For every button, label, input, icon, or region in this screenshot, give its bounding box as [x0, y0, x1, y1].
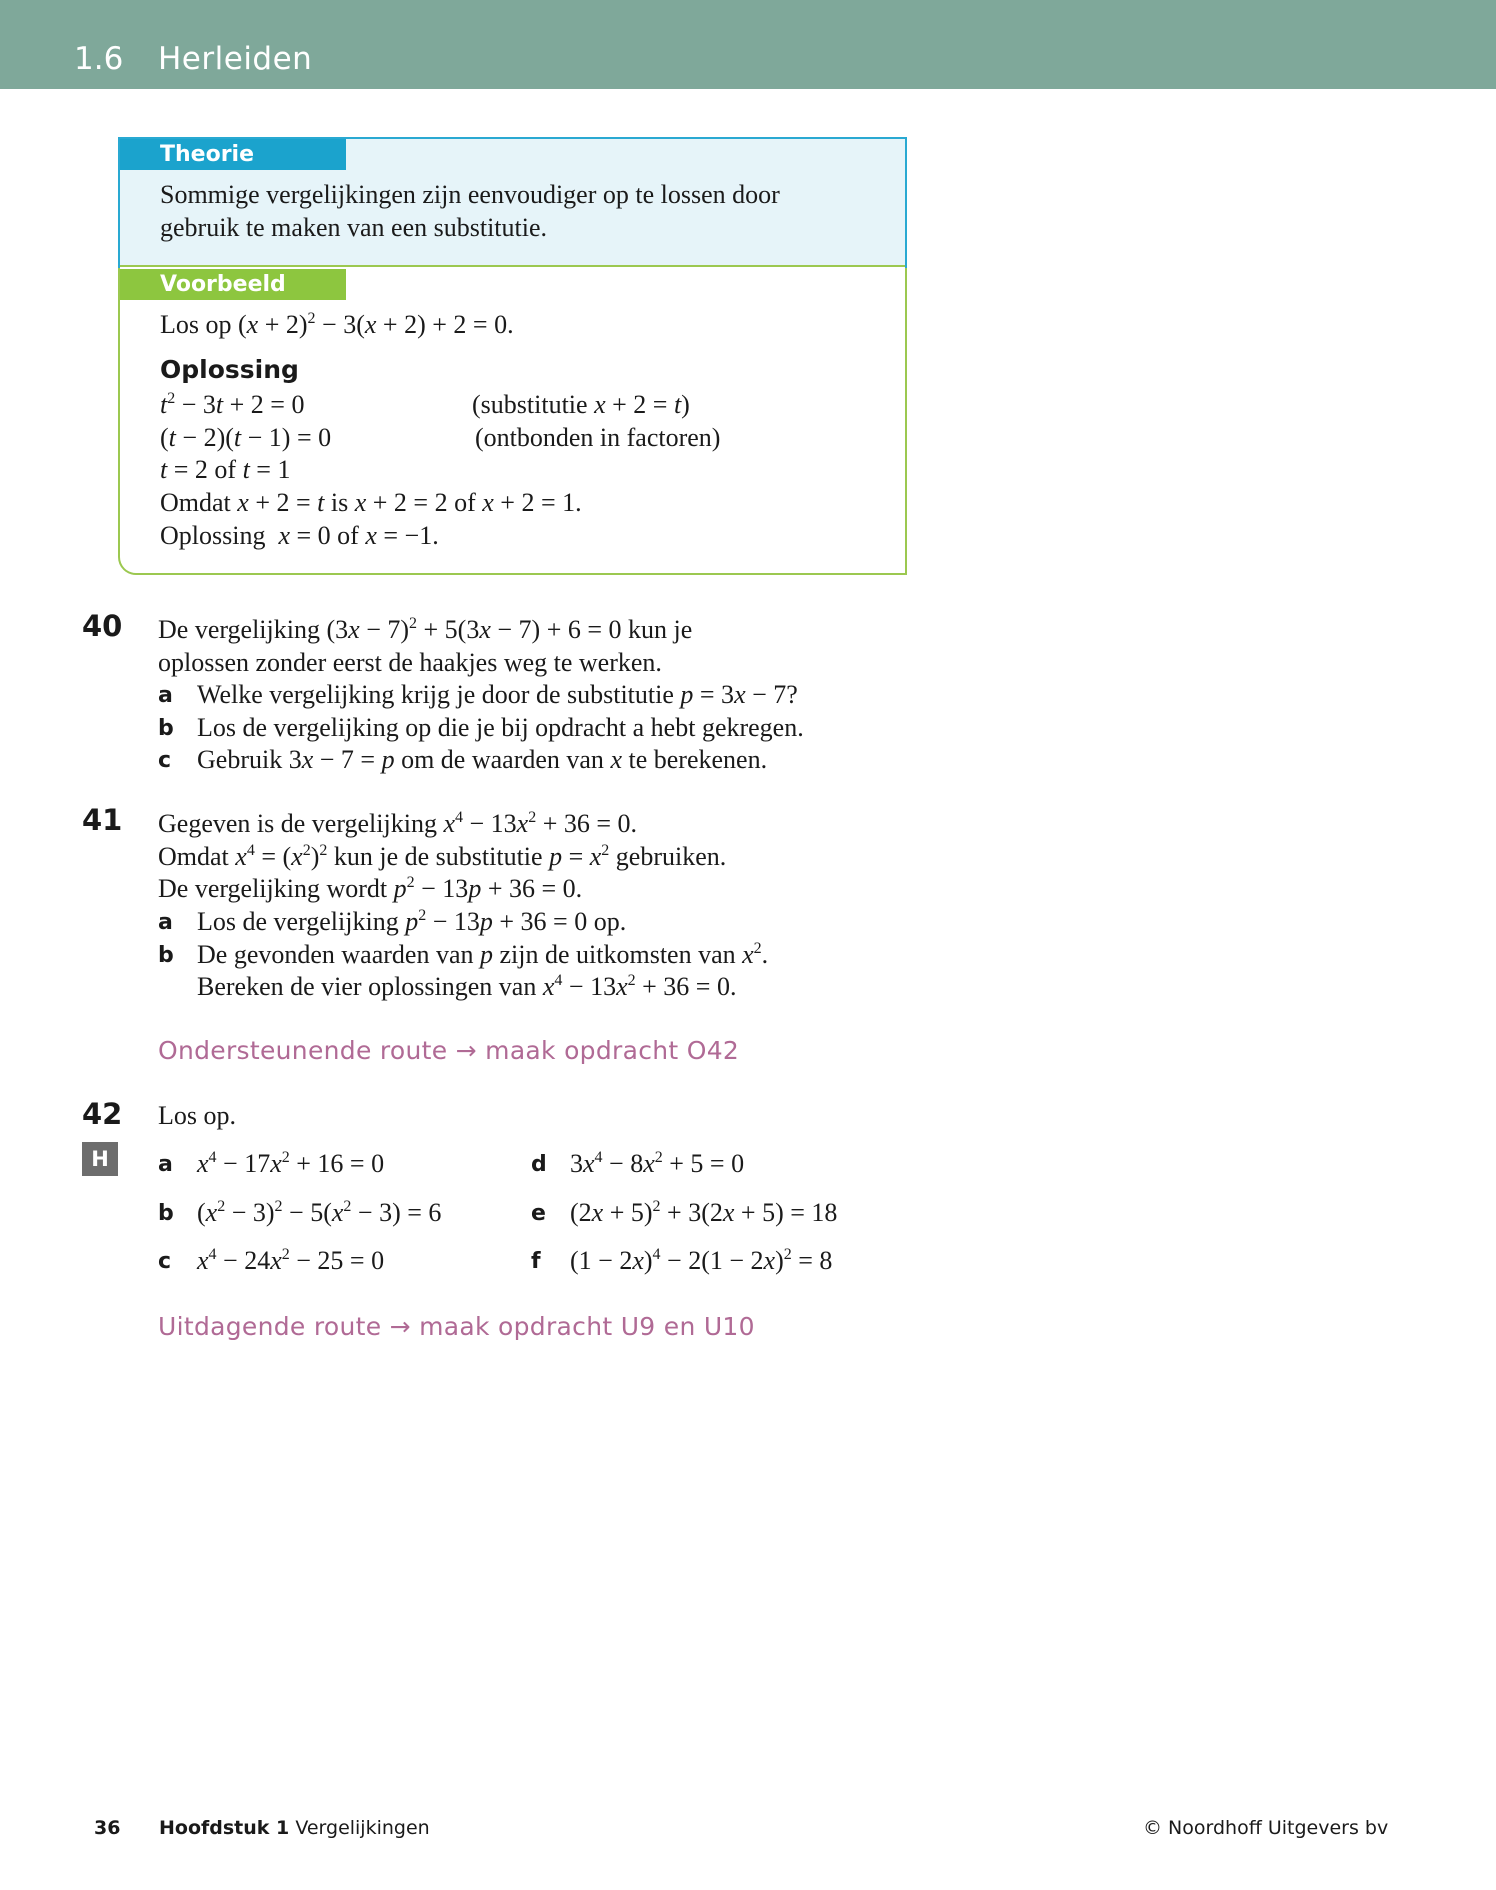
- chapter-label: Hoofdstuk 1: [159, 1817, 290, 1839]
- chapter-title: Vergelijkingen: [295, 1817, 430, 1839]
- exercise-41-intro-1: Gegeven is de vergelijking $x^4 - 13x^2 + 36 = 0$.: [158, 809, 638, 838]
- support-route-link[interactable]: Ondersteunende route → maak opdracht O42: [158, 1036, 740, 1065]
- exercise-42-letter-a: a: [158, 1152, 173, 1177]
- solution-step-5: Oplossing x = 0 of x = −1.: [160, 521, 439, 550]
- exercise-41-letter-a: a: [158, 910, 173, 935]
- exercise-number-42: 42: [82, 1097, 123, 1131]
- exercise-42-letter-d: d: [531, 1152, 547, 1177]
- solution-note-2: (ontbonden in factoren): [475, 423, 721, 452]
- exercise-42-part-f: $(1 - 2x)^4 - 2(1 - 2x)^2 = 8$: [570, 1246, 833, 1275]
- exercise-41-part-b-1: De gevonden waarden van p zijn de uitkomsten van $x^2$.: [197, 940, 769, 969]
- exercise-40-intro-1: De vergelijking $(3x - 7)^2 + 5(3x - 7) + 6 = 0$ kun je: [158, 615, 693, 644]
- exercise-40-part-b: Los de vergelijking op die je bij opdracht a hebt gekregen.: [197, 713, 804, 742]
- theory-example-box: [118, 137, 907, 575]
- exercise-42-letter-f: f: [531, 1249, 541, 1274]
- page-number: 36: [94, 1817, 121, 1839]
- theory-tag: Theorie: [120, 139, 346, 170]
- exercise-40-part-a: Welke vergelijking krijg je door de substitutie p = 3x − 7?: [197, 680, 798, 709]
- exercise-40-letter-b: b: [158, 716, 174, 741]
- exercise-42-letter-c: c: [158, 1249, 172, 1274]
- solution-step-3: t = 2 of t = 1: [160, 455, 291, 484]
- h-level-badge: H: [82, 1142, 118, 1176]
- exercise-41-intro-2: Omdat $x^4 = (x^2)^2$ kun je de substitutie $p = x^2$ gebruiken.: [158, 842, 727, 871]
- exercise-40-letter-a: a: [158, 683, 173, 708]
- exercise-40-intro-2: oplossen zonder eerst de haakjes weg te werken.: [158, 648, 662, 677]
- theory-text-line-2: gebruik te maken van een substitutie.: [160, 213, 548, 242]
- solution-step-4: Omdat x + 2 = t is x + 2 = 2 of x + 2 = 1.: [160, 488, 582, 517]
- challenge-route-link[interactable]: Uitdagende route → maak opdracht U9 en U10: [158, 1312, 755, 1341]
- exercise-number-41: 41: [82, 803, 123, 837]
- exercise-40-letter-c: c: [158, 748, 172, 773]
- exercise-41-part-b-2: Bereken de vier oplossingen van $x^4 - 13x^2 + 36 = 0$.: [197, 972, 737, 1001]
- section-title: Herleiden: [158, 41, 313, 77]
- solution-note-1: (substitutie x + 2 = t): [472, 390, 690, 419]
- solution-step-2: (t − 2)(t − 1) = 0: [160, 423, 332, 452]
- exercise-42-part-a: $x^4 - 17x^2 + 16 = 0$: [197, 1149, 385, 1178]
- example-tag: Voorbeeld: [120, 269, 346, 300]
- exercise-40-part-c: Gebruik 3x − 7 = p om de waarden van x te berekenen.: [197, 745, 768, 774]
- exercise-42-letter-e: e: [531, 1201, 546, 1226]
- example-problem: Los op $(x + 2)^2 - 3(x + 2) + 2 = 0$.: [160, 310, 514, 339]
- solution-step-1: $t^2 - 3t + 2 = 0$: [160, 390, 305, 419]
- chapter-reference: [159, 1817, 430, 1839]
- exercise-42-part-b: $(x^2 - 3)^2 - 5(x^2 - 3) = 6$: [197, 1198, 442, 1227]
- exercise-41-letter-b: b: [158, 943, 174, 968]
- exercise-42-part-c: $x^4 - 24x^2 - 25 = 0$: [197, 1246, 385, 1275]
- section-number: 1.6: [74, 41, 124, 77]
- exercise-42-part-d: $3x^4 - 8x^2 + 5 = 0$: [570, 1149, 745, 1178]
- exercise-42-part-e: $(2x + 5)^2 + 3(2x + 5) = 18$: [570, 1198, 838, 1227]
- section-header-bar: [0, 0, 1496, 89]
- exercise-number-40: 40: [82, 609, 123, 643]
- copyright-notice: © Noordhoff Uitgevers bv: [1143, 1817, 1389, 1839]
- exercise-42-intro: Los op.: [158, 1101, 236, 1130]
- exercise-41-intro-3: De vergelijking wordt $p^2 - 13p + 36 = 0$.: [158, 874, 583, 903]
- theory-text-line-1: Sommige vergelijkingen zijn eenvoudiger op te lossen door: [160, 180, 780, 209]
- exercise-42-letter-b: b: [158, 1201, 174, 1226]
- solution-heading: Oplossing: [160, 355, 299, 384]
- exercise-41-part-a: Los de vergelijking $p^2 - 13p + 36 = 0$ op.: [197, 907, 627, 936]
